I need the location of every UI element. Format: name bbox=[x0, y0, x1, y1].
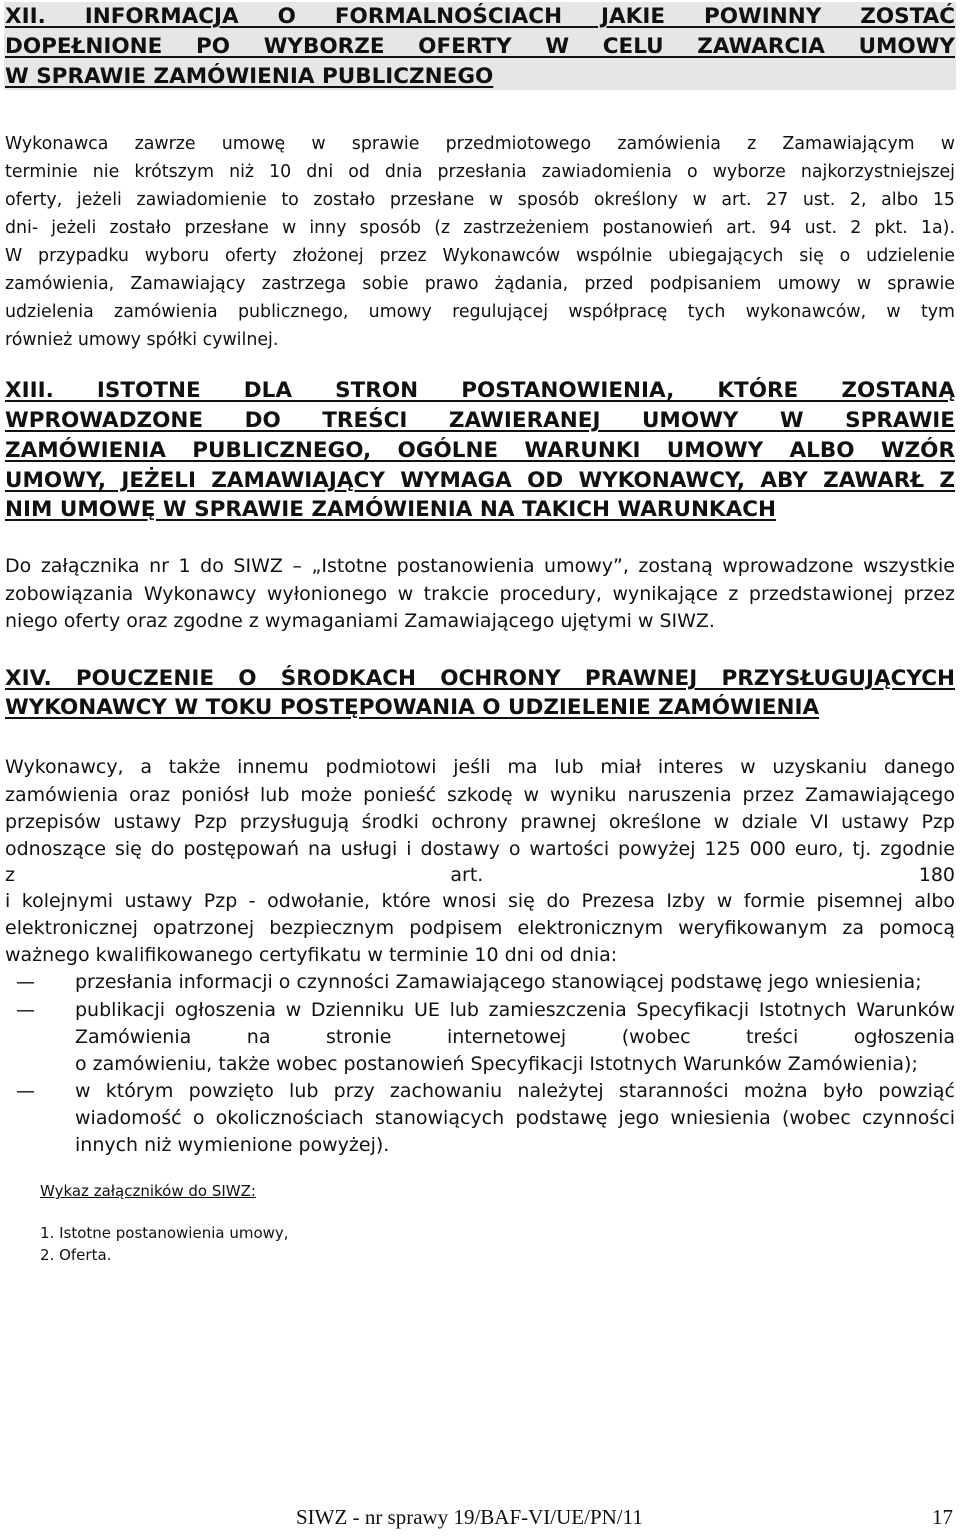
section-xii-paragraph-line: również umowy spółki cywilnej. bbox=[5, 330, 279, 350]
section-xiv-heading-line: XIV. POUCZENIE O ŚRODKACH OCHRONY PRAWNEJ PRZYSŁUGUJĄCYCH bbox=[5, 666, 955, 691]
section-xiii-heading-line: XIII. ISTOTNE DLA STRON POSTANOWIENIA, KTÓRE ZOSTANĄ bbox=[5, 378, 955, 403]
section-xiii-paragraph-line: Do załącznika nr 1 do SIWZ – „Istotne postanowienia umowy”, zostaną wprowadzone wszystkie bbox=[5, 555, 955, 577]
bullet-line: publikacji ogłoszenia w Dzienniku UE lub zamieszczenia Specyfikacji Istotnych Warunków bbox=[75, 999, 955, 1021]
attachment-item: 1. Istotne postanowienia umowy, bbox=[40, 1224, 289, 1242]
section-xii-heading-line: W SPRAWIE ZAMÓWIENIA PUBLICZNEGO bbox=[5, 64, 494, 89]
section-xiii-heading-line: UMOWY, JEŻELI ZAMAWIAJĄCY WYMAGA OD WYKONAWCY, ABY ZAWARŁ Z bbox=[5, 468, 955, 493]
bullet-line: wiadomość o okolicznościach stanowiących podstawę jego wniesienia (wobec czynności bbox=[75, 1107, 955, 1129]
bullet-dash: — bbox=[16, 999, 35, 1021]
section-xiv-paragraph-line: odnoszące się do postępowań na usługi i dostawy o wartości powyżej 125 000 euro, tj. zgodnie bbox=[5, 838, 955, 860]
section-xiv-paragraph-line: zamówienia oraz poniósł lub może ponieść szkodę w wyniku naruszenia przez Zamawiającego bbox=[5, 784, 955, 806]
page-number: 17 bbox=[932, 1505, 953, 1529]
bullet-dash: — bbox=[16, 1080, 35, 1102]
bullet-dash: — bbox=[16, 971, 35, 993]
bullet-line: innych niż wymienione powyżej). bbox=[75, 1134, 390, 1156]
section-xiv-paragraph-line: Wykonawcy, a także innemu podmiotowi jeśli ma lub miał interes w uzyskaniu danego bbox=[5, 756, 955, 778]
section-xii-paragraph-line: Wykonawca zawrze umowę w sprawie przedmiotowego zamówienia z Zamawiającym w bbox=[5, 134, 955, 154]
section-xiv-paragraph-line: i kolejnymi ustawy Pzp - odwołanie, które wnosi się do Prezesa Izby w formie pisemnej albo bbox=[5, 890, 955, 912]
bullet-line: o zamówieniu, także wobec postanowień Specyfikacji Istotnych Warunków Zamówienia); bbox=[75, 1053, 918, 1075]
attachment-item: 2. Oferta. bbox=[40, 1246, 112, 1264]
bullet-line: przesłania informacji o czynności Zamawiającego stanowiącej podstawę jego wniesienia; bbox=[75, 971, 922, 993]
section-xii-heading-line: XII. INFORMACJA O FORMALNOŚCIACH JAKIE POWINNY ZOSTAĆ bbox=[5, 4, 955, 29]
section-xii-paragraph-line: W przypadku wyboru oferty złożonej przez Wykonawców wspólnie ubiegających się o udzielenie bbox=[5, 246, 955, 266]
section-xiii-heading-line: WPROWADZONE DO TREŚCI ZAWIERANEJ UMOWY W SPRAWIE bbox=[5, 408, 955, 433]
section-xii-paragraph-line: dni- jeżeli zostało przesłane w inny sposób (z zastrzeżeniem postanowień art. 94 ust. 2 pkt. 1a). bbox=[5, 218, 955, 238]
section-xiv-paragraph-line: ważnego kwalifikowanego certyfikatu w terminie 10 dni od dnia: bbox=[5, 944, 618, 966]
footer-text: SIWZ - nr sprawy 19/BAF-VI/UE/PN/11 bbox=[296, 1505, 643, 1529]
section-xii-heading-line: DOPEŁNIONE PO WYBORZE OFERTY W CELU ZAWARCIA UMOWY bbox=[5, 34, 955, 59]
section-xiii-paragraph-line: zobowiązania Wykonawcy wyłonionego w trakcie procedury, wynikające z przedstawionej przez bbox=[5, 583, 955, 605]
section-xiii-heading-line: ZAMÓWIENIA PUBLICZNEGO, OGÓLNE WARUNKI UMOWY ALBO WZÓR bbox=[5, 438, 955, 463]
attachments-title: Wykaz załączników do SIWZ: bbox=[40, 1182, 256, 1200]
section-xiii-paragraph-line: niego oferty oraz zgodne z wymaganiami Zamawiającego ujętymi w SIWZ. bbox=[5, 610, 715, 632]
section-xii-paragraph-line: terminie nie krótszym niż 10 dni od dnia przesłania zawiadomienia o wyborze najkorzystniejszej bbox=[5, 162, 955, 182]
section-xii-paragraph-line: udzielenia zamówienia publicznego, umowy regulującej współpracę tych wykonawców, w tym bbox=[5, 302, 955, 322]
section-xiv-paragraph-line: przepisów ustawy Pzp przysługują środki ochrony prawnej określone w dziale VI ustawy Pzp bbox=[5, 811, 955, 833]
bullet-line: Zamówienia na stronie internetowej (wobec treści ogłoszenia bbox=[75, 1026, 955, 1048]
section-xii-paragraph-line: oferty, jeżeli zawiadomienie to zostało przesłane w sposób określony w art. 27 ust. 2, albo 15 bbox=[5, 190, 955, 210]
section-xiii-heading-line: NIM UMOWĘ W SPRAWIE ZAMÓWIENIA NA TAKICH WARUNKACH bbox=[5, 497, 777, 522]
section-xiv-heading-line: WYKONAWCY W TOKU POSTĘPOWANIA O UDZIELENIE ZAMÓWIENIA bbox=[5, 695, 820, 720]
section-xiv-paragraph-line: elektronicznej opatrzonej bezpiecznym podpisem elektronicznym weryfikowanym za pomocą bbox=[5, 917, 955, 939]
section-xiv-paragraph-line: z art. 180 bbox=[5, 864, 955, 886]
bullet-line: w którym powzięto lub przy zachowaniu należytej staranności można było powziąć bbox=[75, 1080, 955, 1102]
section-xii-paragraph-line: zamówienia, Zamawiający zastrzega sobie prawo żądania, przed podpisaniem umowy w sprawie bbox=[5, 274, 955, 294]
